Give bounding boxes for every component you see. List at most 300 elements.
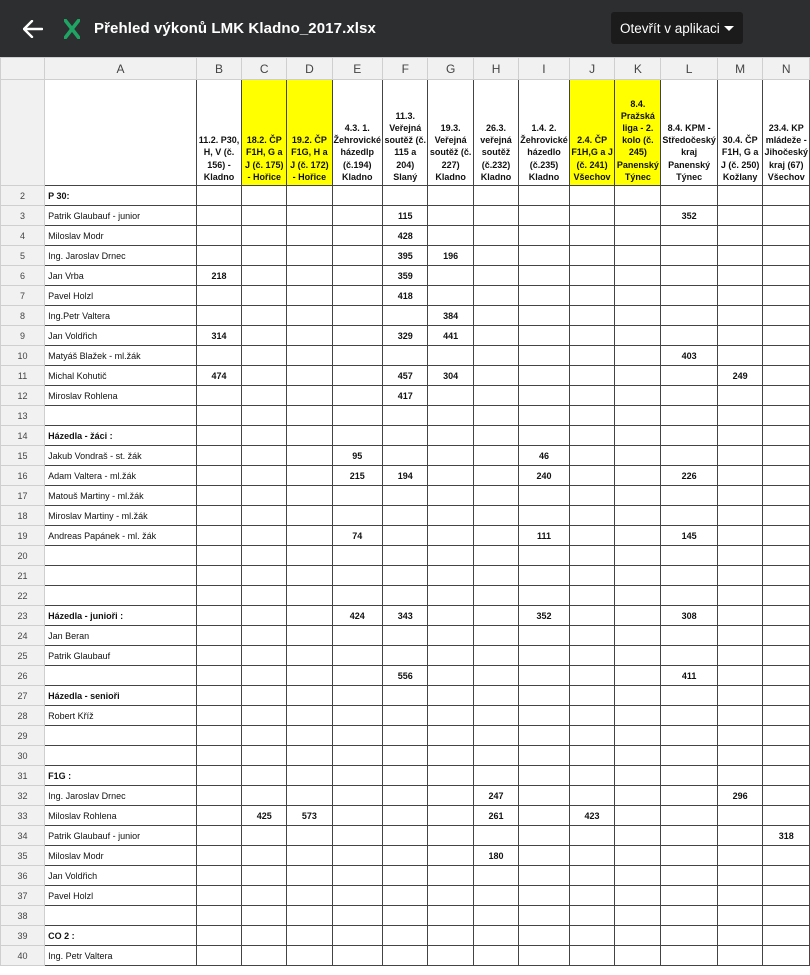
value-cell[interactable] <box>661 446 718 466</box>
value-cell[interactable]: 296 <box>717 786 763 806</box>
value-cell[interactable] <box>519 266 570 286</box>
value-cell[interactable] <box>287 266 332 286</box>
value-cell[interactable] <box>196 626 241 646</box>
value-cell[interactable] <box>519 826 570 846</box>
value-cell[interactable] <box>717 306 763 326</box>
value-cell[interactable] <box>428 946 473 966</box>
row-header[interactable]: 18 <box>1 506 45 526</box>
value-cell[interactable] <box>196 186 241 206</box>
value-cell[interactable] <box>428 606 473 626</box>
row-header[interactable]: 23 <box>1 606 45 626</box>
value-cell[interactable] <box>615 766 661 786</box>
value-cell[interactable]: 308 <box>661 606 718 626</box>
value-cell[interactable] <box>717 606 763 626</box>
value-cell[interactable] <box>717 946 763 966</box>
value-cell[interactable] <box>569 466 615 486</box>
value-cell[interactable] <box>615 346 661 366</box>
value-cell[interactable] <box>242 706 287 726</box>
value-cell[interactable] <box>763 906 810 926</box>
value-cell[interactable] <box>383 806 428 826</box>
value-cell[interactable] <box>196 346 241 366</box>
value-cell[interactable] <box>287 366 332 386</box>
value-cell[interactable] <box>717 746 763 766</box>
row-header[interactable]: 10 <box>1 346 45 366</box>
value-cell[interactable]: 194 <box>383 466 428 486</box>
value-cell[interactable] <box>763 626 810 646</box>
value-cell[interactable] <box>428 866 473 886</box>
value-cell[interactable] <box>242 226 287 246</box>
value-cell[interactable] <box>661 646 718 666</box>
value-cell[interactable] <box>717 586 763 606</box>
value-cell[interactable] <box>661 426 718 446</box>
value-cell[interactable] <box>473 506 518 526</box>
event-header-cell[interactable]: 19.3. Veřejná soutěž (č. 227) Kladno <box>428 80 473 186</box>
value-cell[interactable] <box>242 246 287 266</box>
column-header-k[interactable]: K <box>615 58 661 80</box>
value-cell[interactable] <box>519 306 570 326</box>
value-cell[interactable] <box>473 286 518 306</box>
name-cell[interactable]: Miloslav Modr <box>45 226 197 246</box>
value-cell[interactable] <box>196 886 241 906</box>
value-cell[interactable] <box>615 366 661 386</box>
value-cell[interactable] <box>763 366 810 386</box>
name-cell[interactable]: Andreas Papánek - ml. žák <box>45 526 197 546</box>
value-cell[interactable] <box>615 826 661 846</box>
value-cell[interactable] <box>569 246 615 266</box>
event-header-cell[interactable]: 4.3. 1. Žehrovické házedlp (č.194) Kladno <box>332 80 383 186</box>
value-cell[interactable] <box>473 566 518 586</box>
value-cell[interactable] <box>332 706 383 726</box>
value-cell[interactable]: 384 <box>428 306 473 326</box>
value-cell[interactable] <box>661 266 718 286</box>
value-cell[interactable] <box>569 846 615 866</box>
value-cell[interactable] <box>196 566 241 586</box>
value-cell[interactable] <box>519 326 570 346</box>
value-cell[interactable]: 352 <box>519 606 570 626</box>
row-header[interactable]: 9 <box>1 326 45 346</box>
value-cell[interactable] <box>473 206 518 226</box>
name-cell[interactable]: Ing. Petr Valtera <box>45 946 197 966</box>
value-cell[interactable] <box>763 566 810 586</box>
value-cell[interactable] <box>763 346 810 366</box>
value-cell[interactable] <box>763 866 810 886</box>
value-cell[interactable] <box>717 626 763 646</box>
value-cell[interactable] <box>615 846 661 866</box>
value-cell[interactable] <box>569 526 615 546</box>
value-cell[interactable] <box>615 526 661 546</box>
value-cell[interactable] <box>473 686 518 706</box>
value-cell[interactable]: 215 <box>332 466 383 486</box>
value-cell[interactable] <box>615 686 661 706</box>
value-cell[interactable] <box>428 686 473 706</box>
value-cell[interactable] <box>332 666 383 686</box>
value-cell[interactable] <box>428 806 473 826</box>
value-cell[interactable] <box>383 186 428 206</box>
row-header[interactable]: 29 <box>1 726 45 746</box>
value-cell[interactable] <box>661 546 718 566</box>
value-cell[interactable]: 46 <box>519 446 570 466</box>
value-cell[interactable] <box>661 706 718 726</box>
value-cell[interactable] <box>519 706 570 726</box>
column-header-i[interactable]: I <box>519 58 570 80</box>
value-cell[interactable] <box>661 486 718 506</box>
value-cell[interactable] <box>661 886 718 906</box>
value-cell[interactable] <box>383 646 428 666</box>
value-cell[interactable] <box>519 406 570 426</box>
value-cell[interactable] <box>196 246 241 266</box>
value-cell[interactable] <box>332 186 383 206</box>
value-cell[interactable] <box>615 626 661 646</box>
value-cell[interactable]: 95 <box>332 446 383 466</box>
value-cell[interactable] <box>615 666 661 686</box>
value-cell[interactable] <box>763 766 810 786</box>
value-cell[interactable]: 314 <box>196 326 241 346</box>
value-cell[interactable] <box>717 286 763 306</box>
row-header[interactable]: 6 <box>1 266 45 286</box>
column-header-m[interactable]: M <box>717 58 763 80</box>
value-cell[interactable] <box>473 466 518 486</box>
value-cell[interactable] <box>287 686 332 706</box>
column-header-j[interactable]: J <box>569 58 615 80</box>
row-header[interactable]: 8 <box>1 306 45 326</box>
value-cell[interactable]: 318 <box>763 826 810 846</box>
value-cell[interactable] <box>473 306 518 326</box>
value-cell[interactable]: 395 <box>383 246 428 266</box>
value-cell[interactable] <box>332 806 383 826</box>
value-cell[interactable] <box>428 766 473 786</box>
value-cell[interactable] <box>615 726 661 746</box>
value-cell[interactable] <box>287 906 332 926</box>
value-cell[interactable] <box>569 886 615 906</box>
value-cell[interactable] <box>383 566 428 586</box>
value-cell[interactable] <box>242 646 287 666</box>
value-cell[interactable] <box>569 506 615 526</box>
value-cell[interactable] <box>661 226 718 246</box>
value-cell[interactable] <box>519 546 570 566</box>
value-cell[interactable] <box>661 846 718 866</box>
value-cell[interactable]: 359 <box>383 266 428 286</box>
value-cell[interactable] <box>615 646 661 666</box>
value-cell[interactable] <box>615 386 661 406</box>
value-cell[interactable] <box>661 406 718 426</box>
event-header-cell[interactable]: 30.4. ČP F1H, G a J (č. 250) Kožlany <box>717 80 763 186</box>
value-cell[interactable] <box>717 506 763 526</box>
value-cell[interactable] <box>661 386 718 406</box>
value-cell[interactable] <box>332 546 383 566</box>
value-cell[interactable] <box>569 226 615 246</box>
value-cell[interactable] <box>383 946 428 966</box>
value-cell[interactable] <box>287 626 332 646</box>
section-label-cell[interactable]: Házedla - senioři <box>45 686 197 706</box>
value-cell[interactable] <box>242 486 287 506</box>
row-header[interactable]: 4 <box>1 226 45 246</box>
value-cell[interactable] <box>242 546 287 566</box>
event-header-cell[interactable]: 11.3. Veřejná soutěž (č. 115 a 204) Slaný <box>383 80 428 186</box>
value-cell[interactable] <box>196 686 241 706</box>
value-cell[interactable] <box>242 606 287 626</box>
value-cell[interactable] <box>473 586 518 606</box>
value-cell[interactable] <box>196 406 241 426</box>
value-cell[interactable] <box>196 386 241 406</box>
column-header-h[interactable]: H <box>473 58 518 80</box>
value-cell[interactable] <box>383 546 428 566</box>
event-header-cell[interactable]: 26.3. veřejná soutěž (č.232) Kladno <box>473 80 518 186</box>
row-header[interactable]: 31 <box>1 766 45 786</box>
value-cell[interactable] <box>473 906 518 926</box>
name-cell[interactable]: Ing. Jaroslav Drnec <box>45 786 197 806</box>
name-cell[interactable]: Patrik Glaubauf - junior <box>45 826 197 846</box>
value-cell[interactable] <box>196 586 241 606</box>
name-cell[interactable] <box>45 746 197 766</box>
name-cell[interactable] <box>45 586 197 606</box>
value-cell[interactable] <box>763 606 810 626</box>
value-cell[interactable] <box>196 766 241 786</box>
value-cell[interactable] <box>615 306 661 326</box>
value-cell[interactable] <box>569 926 615 946</box>
value-cell[interactable] <box>428 926 473 946</box>
value-cell[interactable] <box>615 326 661 346</box>
value-cell[interactable] <box>242 866 287 886</box>
value-cell[interactable] <box>428 346 473 366</box>
name-cell[interactable]: Patrik Glaubauf <box>45 646 197 666</box>
value-cell[interactable] <box>383 586 428 606</box>
value-cell[interactable] <box>519 426 570 446</box>
value-cell[interactable] <box>332 766 383 786</box>
value-cell[interactable] <box>332 786 383 806</box>
value-cell[interactable] <box>287 526 332 546</box>
value-cell[interactable] <box>428 226 473 246</box>
value-cell[interactable] <box>287 466 332 486</box>
value-cell[interactable] <box>242 826 287 846</box>
value-cell[interactable] <box>615 426 661 446</box>
value-cell[interactable] <box>569 686 615 706</box>
name-cell[interactable]: Jan Beran <box>45 626 197 646</box>
value-cell[interactable] <box>519 366 570 386</box>
value-cell[interactable]: 329 <box>383 326 428 346</box>
name-cell[interactable] <box>45 666 197 686</box>
value-cell[interactable] <box>196 426 241 446</box>
value-cell[interactable] <box>473 546 518 566</box>
value-cell[interactable] <box>569 826 615 846</box>
value-cell[interactable] <box>717 486 763 506</box>
value-cell[interactable] <box>763 266 810 286</box>
value-cell[interactable] <box>569 906 615 926</box>
value-cell[interactable] <box>661 246 718 266</box>
value-cell[interactable]: 441 <box>428 326 473 346</box>
value-cell[interactable] <box>569 706 615 726</box>
column-header-l[interactable]: L <box>661 58 718 80</box>
value-cell[interactable] <box>519 286 570 306</box>
column-header-e[interactable]: E <box>332 58 383 80</box>
value-cell[interactable] <box>569 266 615 286</box>
value-cell[interactable] <box>196 806 241 826</box>
event-header-cell[interactable]: 2.4. ČP F1H,G a J (č. 241) Všechov <box>569 80 615 186</box>
value-cell[interactable] <box>473 926 518 946</box>
value-cell[interactable] <box>569 626 615 646</box>
value-cell[interactable] <box>242 266 287 286</box>
value-cell[interactable] <box>519 506 570 526</box>
value-cell[interactable] <box>287 246 332 266</box>
value-cell[interactable] <box>763 686 810 706</box>
name-cell[interactable]: Jakub Vondraš - st. žák <box>45 446 197 466</box>
value-cell[interactable] <box>717 266 763 286</box>
value-cell[interactable] <box>717 806 763 826</box>
value-cell[interactable] <box>473 706 518 726</box>
value-cell[interactable] <box>661 566 718 586</box>
value-cell[interactable] <box>519 586 570 606</box>
value-cell[interactable] <box>519 946 570 966</box>
value-cell[interactable] <box>196 526 241 546</box>
value-cell[interactable] <box>428 266 473 286</box>
value-cell[interactable] <box>569 286 615 306</box>
row-header[interactable]: 13 <box>1 406 45 426</box>
value-cell[interactable] <box>287 286 332 306</box>
value-cell[interactable] <box>196 646 241 666</box>
value-cell[interactable] <box>615 566 661 586</box>
value-cell[interactable] <box>428 186 473 206</box>
value-cell[interactable] <box>569 346 615 366</box>
value-cell[interactable] <box>615 546 661 566</box>
value-cell[interactable] <box>569 446 615 466</box>
name-cell[interactable]: Ing.Petr Valtera <box>45 306 197 326</box>
column-header-g[interactable]: G <box>428 58 473 80</box>
value-cell[interactable]: 424 <box>332 606 383 626</box>
value-cell[interactable] <box>717 686 763 706</box>
value-cell[interactable] <box>763 746 810 766</box>
value-cell[interactable] <box>287 386 332 406</box>
row-header[interactable]: 40 <box>1 946 45 966</box>
value-cell[interactable] <box>287 446 332 466</box>
value-cell[interactable] <box>661 946 718 966</box>
value-cell[interactable] <box>196 926 241 946</box>
value-cell[interactable] <box>763 546 810 566</box>
event-header-cell[interactable]: 18.2. ČP F1H, G a J (č. 175) - Hořice <box>242 80 287 186</box>
value-cell[interactable] <box>242 586 287 606</box>
name-cell[interactable] <box>45 566 197 586</box>
value-cell[interactable] <box>717 726 763 746</box>
value-cell[interactable] <box>473 386 518 406</box>
value-cell[interactable] <box>383 766 428 786</box>
value-cell[interactable] <box>519 886 570 906</box>
value-cell[interactable] <box>661 726 718 746</box>
value-cell[interactable] <box>242 326 287 346</box>
value-cell[interactable] <box>569 326 615 346</box>
value-cell[interactable] <box>569 666 615 686</box>
value-cell[interactable] <box>242 886 287 906</box>
value-cell[interactable] <box>519 906 570 926</box>
value-cell[interactable]: 111 <box>519 526 570 546</box>
value-cell[interactable]: 115 <box>383 206 428 226</box>
value-cell[interactable] <box>428 286 473 306</box>
value-cell[interactable] <box>519 726 570 746</box>
value-cell[interactable] <box>717 526 763 546</box>
value-cell[interactable] <box>717 206 763 226</box>
value-cell[interactable]: 304 <box>428 366 473 386</box>
value-cell[interactable] <box>473 626 518 646</box>
value-cell[interactable] <box>519 186 570 206</box>
value-cell[interactable] <box>519 766 570 786</box>
value-cell[interactable] <box>383 786 428 806</box>
value-cell[interactable]: 352 <box>661 206 718 226</box>
value-cell[interactable]: 428 <box>383 226 428 246</box>
value-cell[interactable] <box>763 586 810 606</box>
value-cell[interactable] <box>473 326 518 346</box>
value-cell[interactable] <box>569 386 615 406</box>
row-header[interactable]: 30 <box>1 746 45 766</box>
value-cell[interactable] <box>519 746 570 766</box>
value-cell[interactable] <box>519 786 570 806</box>
value-cell[interactable] <box>473 266 518 286</box>
value-cell[interactable] <box>661 366 718 386</box>
value-cell[interactable] <box>717 846 763 866</box>
value-cell[interactable] <box>196 306 241 326</box>
value-cell[interactable] <box>383 846 428 866</box>
value-cell[interactable] <box>661 806 718 826</box>
value-cell[interactable] <box>242 346 287 366</box>
row-header[interactable]: 19 <box>1 526 45 546</box>
open-in-app-button[interactable] <box>611 12 743 44</box>
value-cell[interactable] <box>615 806 661 826</box>
value-cell[interactable] <box>242 566 287 586</box>
value-cell[interactable] <box>242 686 287 706</box>
row-header[interactable]: 22 <box>1 586 45 606</box>
value-cell[interactable] <box>287 326 332 346</box>
value-cell[interactable] <box>287 546 332 566</box>
value-cell[interactable] <box>242 786 287 806</box>
value-cell[interactable] <box>287 566 332 586</box>
value-cell[interactable] <box>763 926 810 946</box>
value-cell[interactable] <box>383 426 428 446</box>
value-cell[interactable] <box>196 466 241 486</box>
column-header-c[interactable]: C <box>242 58 287 80</box>
value-cell[interactable] <box>196 606 241 626</box>
value-cell[interactable] <box>763 726 810 746</box>
value-cell[interactable] <box>287 186 332 206</box>
value-cell[interactable] <box>332 506 383 526</box>
value-cell[interactable] <box>428 826 473 846</box>
value-cell[interactable] <box>717 926 763 946</box>
value-cell[interactable] <box>763 406 810 426</box>
value-cell[interactable] <box>287 346 332 366</box>
value-cell[interactable] <box>242 386 287 406</box>
value-cell[interactable]: 249 <box>717 366 763 386</box>
row-header[interactable]: 25 <box>1 646 45 666</box>
value-cell[interactable] <box>717 406 763 426</box>
value-cell[interactable] <box>242 206 287 226</box>
value-cell[interactable] <box>717 226 763 246</box>
name-cell[interactable]: Jan Voldřich <box>45 326 197 346</box>
value-cell[interactable] <box>569 406 615 426</box>
value-cell[interactable] <box>763 466 810 486</box>
value-cell[interactable] <box>717 326 763 346</box>
row-header[interactable]: 36 <box>1 866 45 886</box>
value-cell[interactable] <box>332 566 383 586</box>
value-cell[interactable] <box>661 506 718 526</box>
value-cell[interactable] <box>196 506 241 526</box>
value-cell[interactable] <box>287 606 332 626</box>
value-cell[interactable] <box>473 406 518 426</box>
value-cell[interactable]: 457 <box>383 366 428 386</box>
value-cell[interactable] <box>569 306 615 326</box>
column-header-b[interactable]: B <box>196 58 241 80</box>
row-header[interactable]: 34 <box>1 826 45 846</box>
value-cell[interactable] <box>196 486 241 506</box>
value-cell[interactable] <box>383 686 428 706</box>
value-cell[interactable] <box>332 626 383 646</box>
section-label-cell[interactable]: CO 2 : <box>45 926 197 946</box>
value-cell[interactable] <box>287 506 332 526</box>
value-cell[interactable] <box>428 506 473 526</box>
